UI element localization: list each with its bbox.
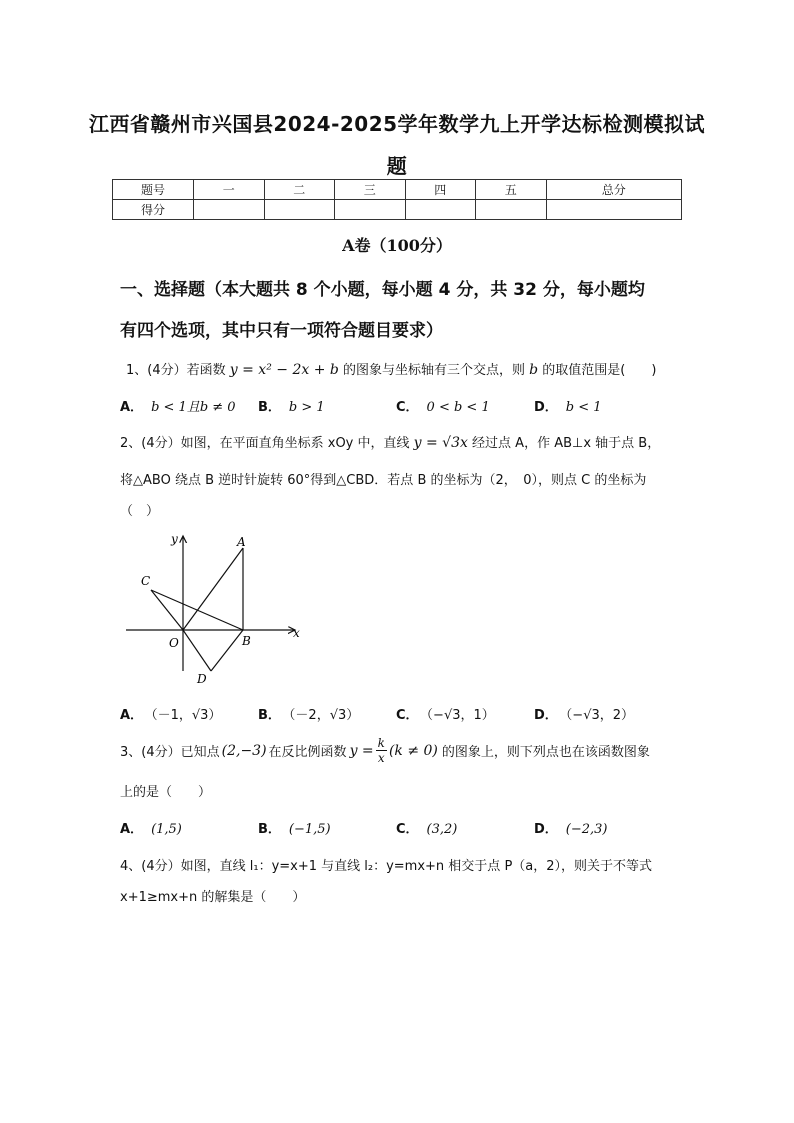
- option-text: b < 1且b ≠ 0: [151, 400, 236, 415]
- option-c[interactable]: [396, 704, 495, 723]
- score-input-cell[interactable]: [194, 200, 265, 220]
- page-title: 江西省赣州市兴国县2024-2025学年数学九上开学达标检测模拟试: [88, 112, 706, 136]
- question-text: 将△ABO 绕点 B 逆时针旋转 60°得到△CBD．若点 B 的坐标为（2， 0），则点 C 的坐标为: [120, 473, 647, 488]
- option-d[interactable]: [534, 704, 634, 723]
- section-heading-continued: 有四个选项，其中只有一项符合题目要求）: [120, 321, 443, 341]
- question-text: 的图象上，则下列点也在该函数图象: [441, 745, 650, 760]
- score-input-cell[interactable]: [335, 200, 406, 220]
- label-d: D: [197, 672, 207, 686]
- option-letter: A．: [120, 400, 144, 415]
- option-d[interactable]: [534, 396, 602, 415]
- page-title-continued: 题: [386, 154, 408, 178]
- label-c: C: [141, 574, 151, 588]
- option-text: （－2，√3）: [288, 708, 360, 723]
- segment-co: [151, 590, 183, 630]
- segment-oa: [183, 548, 243, 630]
- answer-bracket: （ ）: [120, 504, 160, 519]
- volume-heading: A卷（100分）: [342, 236, 452, 255]
- segment-od: [183, 630, 211, 671]
- formula-variable: b: [529, 362, 539, 378]
- option-text: (−1,5): [288, 822, 331, 837]
- question-text: 上的是（ ）: [120, 785, 212, 800]
- question-text: x+1≥mx+n 的解集是（ ）: [120, 890, 306, 905]
- section-heading: 一、选择题（本大题共 8 个小题，每小题 4 分，共 32 分，每小题均: [120, 280, 645, 300]
- question-text: 经过点 A，作 AB⊥x 轴于点 B，: [472, 436, 661, 451]
- score-table-cell: 五: [476, 180, 547, 200]
- option-c[interactable]: [396, 396, 490, 415]
- geometry-figure: [118, 528, 308, 693]
- score-table-header-row: [113, 180, 682, 200]
- option-text: (1,5): [151, 822, 182, 837]
- option-b[interactable]: [258, 818, 331, 837]
- score-input-cell[interactable]: [476, 200, 547, 220]
- question-2: [120, 432, 660, 451]
- fraction-numerator: k: [377, 736, 385, 750]
- score-table-cell: 一: [194, 180, 265, 200]
- question-3: [120, 736, 650, 765]
- score-table-score-row: [113, 200, 682, 220]
- option-b[interactable]: [258, 396, 325, 415]
- option-text: b > 1: [288, 400, 325, 415]
- question-text: 2、(4分）如图，在平面直角坐标系 xOy 中，直线: [120, 436, 410, 451]
- question-text: 在反比例函数: [268, 745, 347, 760]
- option-letter: D．: [534, 400, 558, 415]
- label-o: O: [169, 636, 179, 650]
- question-4: 4、(4分）如图，直线 l₁：y=x+1 与直线 l₂：y=mx+n 相交于点 P（a，2），则关于不等式: [120, 859, 653, 874]
- score-table: [112, 179, 682, 220]
- option-text: (3,2): [426, 822, 458, 837]
- option-text: （－1，√3）: [151, 708, 222, 723]
- formula: y = √3x: [413, 435, 468, 451]
- question-text: 的图象与坐标轴有三个交点，则: [342, 363, 525, 378]
- label-y: y: [171, 532, 178, 546]
- option-text: (−2,3): [565, 822, 608, 837]
- option-letter: A．: [120, 822, 144, 837]
- option-text: 0 < b < 1: [426, 400, 490, 415]
- option-letter: C．: [396, 822, 419, 837]
- question-text: 1、(4分）若函数: [126, 363, 226, 378]
- segment-cb: [151, 590, 243, 630]
- option-letter: C．: [396, 708, 419, 723]
- option-c[interactable]: [396, 818, 457, 837]
- option-letter: D．: [534, 708, 558, 723]
- option-text: （−√3，1）: [426, 708, 495, 723]
- option-letter: C．: [396, 400, 419, 415]
- segment-db: [211, 630, 243, 671]
- option-letter: D．: [534, 822, 558, 837]
- fraction-denominator: x: [377, 751, 385, 765]
- option-text: （−√3，2）: [565, 708, 635, 723]
- score-table-cell: 题号: [113, 180, 194, 200]
- question-text: 3、(4分）已知点: [120, 745, 220, 760]
- option-d[interactable]: [534, 818, 608, 837]
- option-letter: B．: [258, 708, 281, 723]
- score-table-cell: 四: [405, 180, 476, 200]
- formula: y =: [349, 742, 374, 759]
- formula-condition: (k ≠ 0): [388, 742, 438, 759]
- fraction: [376, 736, 387, 765]
- score-input-cell[interactable]: [546, 200, 682, 220]
- score-table-cell: 总分: [546, 180, 682, 200]
- score-table-cell: 三: [335, 180, 406, 200]
- score-table-row-label: 得分: [113, 200, 194, 220]
- option-letter: B．: [258, 822, 281, 837]
- formula: y = x² − 2x + b: [229, 362, 339, 378]
- option-letter: A．: [120, 708, 144, 723]
- score-input-cell[interactable]: [264, 200, 335, 220]
- label-a: A: [237, 535, 246, 549]
- label-x: x: [293, 626, 300, 640]
- score-table-cell: 二: [264, 180, 335, 200]
- option-a[interactable]: [120, 818, 182, 837]
- question-1: [126, 359, 656, 378]
- question-text: 的取值范围是( ): [542, 363, 657, 378]
- formula-point: (2,−3): [221, 742, 267, 759]
- option-letter: B．: [258, 400, 281, 415]
- option-b[interactable]: [258, 704, 359, 723]
- option-a[interactable]: [120, 704, 221, 723]
- option-text: b < 1: [565, 400, 602, 415]
- option-a[interactable]: [120, 396, 236, 415]
- score-input-cell[interactable]: [405, 200, 476, 220]
- label-b: B: [242, 634, 251, 648]
